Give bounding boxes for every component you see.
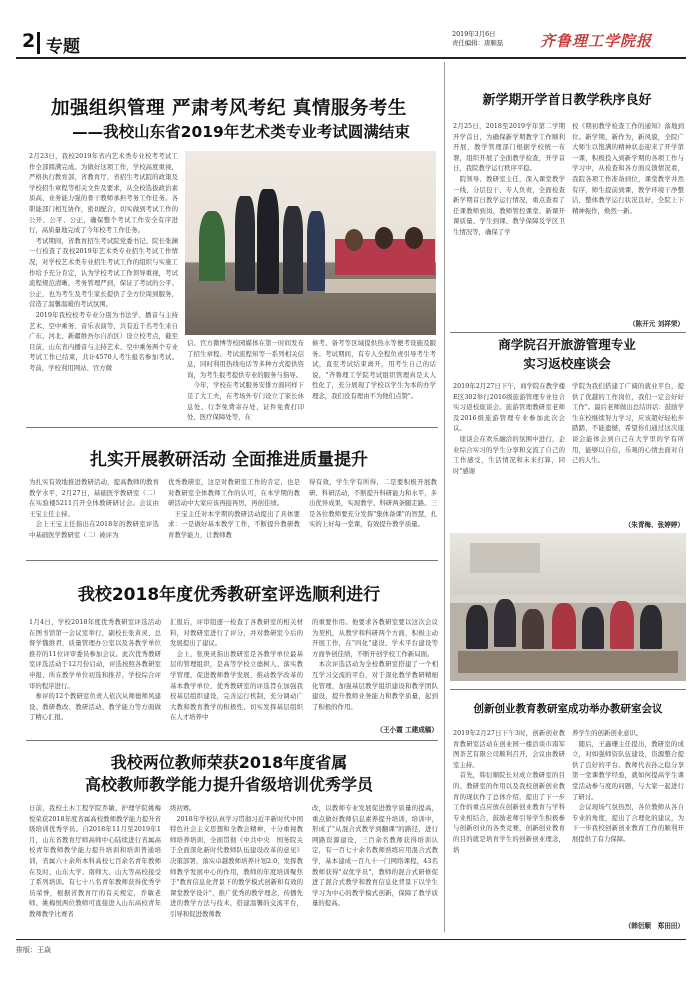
article-body-col1: 2019年2月27日下午，商学院在教学楼E区302举行2016级旅游管理专业往合实习返校座谈会。旅游管理教研室老师及2016级旅游管理专业参加此次会议。 座谈会在欢乐融洽的氛围中进行，企业综合实习的学生分享和交流了自己的工作感受，生活情况和未来打算，同时"感谢 (453, 382, 565, 475)
article-body-col1: 1月4日，学校2018年度优秀教研室评选活动在图书馆第一会议室举行，副校长张黄灵、总督学魏维君，质量管理办公室以及各教学单位推荐的11位评审委员参加会议。此次优秀教研室评选活动于12月份启动，评选按照各教研室申报、所在教学单位初选和推荐、学校综合评审的程序进行。 参评的12个教研室负责人依次从师德师风建设、教研教改、教研活动、教学能力等方面做了精心汇报。 (29, 618, 161, 722)
article-body-col2: 校《期初教学检查工作的通知》落地到位。新学期，新作为，新风貌，全院广大师生以饱满的精神状态迎来了开学第一课，积极投入到新学期的各项工作与学习中，从检查和各方面反馈情况看，我院各项工作准备到位，课堂教学井然有序，师生提前到课，教学环境干净整洁，整体教学运行状况良好，全院上下精神振作，焕然一新。 (572, 122, 684, 215)
article-title: 我校2018年度优秀教研室评选顺利进行 (77, 585, 381, 605)
article-title-line1: 我校两位教师荣获2018年度省属 (110, 753, 348, 772)
editor-credit: 责任编辑：唐顺磊 (452, 39, 504, 47)
section-rule (450, 332, 686, 333)
article-title: 新学期开学首日教学秩序良好 (482, 93, 652, 108)
article-body-col2: 信、官方微博等校园媒体在第一时间发布了招生章程、考试流程知等一系列相关信息，同时利用热线电话等多种方式提供咨询，为考生报考提供专业的服务与指导。 今年，学校在考试服务安排方面同样下足了大工夫，在考场外专门设立了家长休息处、行李免费寄存处、证件免费打印处、医疗保障处等，在 (187, 339, 304, 422)
article-title: 创新创业教育教研室成功举办教研室会议 (473, 703, 663, 715)
article-body-col1: 2月25日，2018至2019学年第二学期开学首日，为确保新学期教学工作顺利开展，教学管理部门根据学校统一布署，组织开展了全面教学检查，开学首日，我院教学运行秩序平稳。 院领导、教研室主任，深入课堂教学一线，分层包干、专人负责，全面检查新学期首日教学运行情况，重点查看了任课教师到岗、教师管控课堂、新课开课质量、学生到课、教学保障及学区卫生情况等，确保了学 (453, 122, 565, 236)
article-body-col2: 学院为我们搭建了广阔的就业平台，提供了优越的工作岗位，我们一定会好好工作"。最后老师做出总结讲话：鼓励学生在校继续努力学习，应该超好轻松步踏踏，不能遗憾，希望你们通过这次座谈会能体会到自己在大学里的学有所用，能够以自信，乐观的心情去面对自己的人生。 (572, 382, 684, 465)
meeting-photo (450, 533, 686, 681)
column-divider (444, 62, 445, 932)
article-body-col3: 的重要作用。他要求各教研室要以这次会议为契机，从教学和科研两个方面，积极主动开展工作，在"四化"建设、学术平台建设等方面争创佳绩，不断开创学校工作新局面。 本次评选活动为全校教研室搭建了一个相互学习交流的平台，对于深化教学教研精细化管理，加强基层教学组织建设和教学团队建设，提升教师业务能力和教学质量，起到了积极的作用。 (312, 618, 438, 711)
article-body-col3: 候考、备考等区域提供热水等便考设施及服务。考试期间，有专人全程负责引导考生考试，直至考试结束离开，用考生自己的话说，"齐鲁理工学院考试组织管理真是太人性化了，充分展现了学校以学生为本的办学理念，我们没有理由不为他们点赞"。 (312, 339, 436, 400)
article-signature: （韩衍顺 郑田田） (624, 922, 684, 930)
exam-photo (185, 151, 436, 335)
article-signature: （朱青梅、张婷婷） (624, 521, 684, 529)
article-body-col2: 汇报后，评审组逐一检查了各教研室的相关材料，对教研室进行了评分，并对教研室今后的发展提出了建议。 会上，张庚灵指出教研室是各教学单位最基层的管理组织，是高等学校立德树人、落实教学管理、促进教师教学发展、推动教学改革的基本教学单位，优秀教研室的评选旨在加强我校基层组织建设，完善运行机制，充分调动广大教和教育教学的积极性、切实发挥基层组织在人才培养中 (170, 618, 303, 722)
issue-date: 2019年3月6日 (452, 30, 496, 38)
header-divider (37, 32, 40, 54)
article-body-col1: 为扎实有效地推进教研活动，提高教师的教育教学水平，2月27日，基础医学教研室（二）在实验楼5211召开全体教研研讨会。会议由王宝主任主持。 会上王宝主任指出在2018年的教研室评选中基础医学教研室（二）被评为 (29, 478, 159, 539)
article-body-col1: 2019年2月27日下午3时，创新创业教育教研室活动在创业园一楼洽谈市南军图茶艺有限公司顺利召开，会议由教研室主持。 首先，韩衍顺院长对成立教研室的目的、教研室的作用以及我校创新创业教育的现状作了总体介绍，提出了下一步工作的重点应放在创新创业教育与学科专业相结合，鼓励老师引导学生积极参与创新创业的各类竞赛，创新创业教育的目的就是培育学生的创新创业理念，培 (453, 729, 565, 854)
article-body-col2: 养学生的创新创业意识。 随后，王鑫珊主任提出，教研室的成立，对如强师资队伍建设，资源整合提供了良好的平台。教师代表孙之稳分享第一堂课教学经验，就如何提高学生课堂活动参与度的问题，与大家一起进行了研讨。 会议现场气氛热烈，各位教师从各自专业的角度，提出了合理化的建议，为下一步我校创新创业教育工作的顺利开展提供了有力保障。 (572, 729, 684, 843)
article-title: 加强组织管理 严肃考风考纪 真情服务考生 (51, 98, 407, 119)
section-title: 专题 (46, 37, 80, 57)
section-rule (26, 427, 438, 428)
header-meta (452, 30, 536, 48)
header-rule (16, 57, 686, 59)
article-body-col3: 改，以教师专业发展促进教学质量的提高，重点做好教师信息素养提升培训，培训中，形成了"从混合式教学到翻课"的路径，进行网路资源建设，三百余名教师获得培训认定，有一百七十余名教师熟练应用混合式教学，基本建成一百九十一门网络课程，43名教师获得"双优学员"，教师的混合式研修促进了混合式教学和教育信息化背景下以学生学习为中心的教学模式创新，保障了教学质量的提高。 (312, 804, 438, 908)
layout-editor-credit: 排版：王焱 (16, 946, 51, 954)
section-rule (26, 560, 438, 561)
section-rule (26, 740, 438, 741)
article-body-col2: 优秀教研室，这是对教研室工作的肯定，也是对教研室全体教师工作的认可，在本学期的教研活动中大家应该再接再厉，再创佳绩。 王宝主任对本学期的教研活动提出了具体要求：一是做好基本教学工作，不断提升教研教育教学能力，让教师教 (168, 478, 300, 539)
newspaper-masthead: 齐鲁理工学院报 (540, 32, 653, 50)
article-body-col1: 日前，我校土木工程学院乔敏、护理学院姚梅悦荣获2018年度省属高校教师教学能力提升省级培训优秀学员。自2018年11月至2019年1月，山东省教育厅师高师中心陆续进行省属高校青年教师教学能力提升培训和培训普通培训，省属六十余所本科高校七百余名青年教师在及时、山东大学、南师大、山大等高校接受了系列培训。有七十八名青年教师获得优秀学员荣誉，根据省教育厅的有关规定，乔敏老师、姚梅悦两位教师可直接进入山东高校青年教师教学比赛省 (29, 804, 161, 918)
article-title-line1: 商学院召开旅游管理专业 (498, 337, 636, 352)
article-signature: （陈开元 刘祥荣） (628, 320, 684, 328)
section-rule (450, 689, 686, 690)
article-signature: （王小霞 工建成稿） (376, 726, 438, 734)
article-title-line2: 实习返校座谈会 (523, 356, 611, 371)
article-body-col3: 得有效，学生学有所得，二是要积极开展教研、科研活动，不断提升科研能力和水平，多出优异成果，实现教学、科研两条腿走路。三是各位教师要充分发挥"集体备课"的智慧，扎实的上好每一堂课，有效提升教学质量。 (309, 478, 437, 529)
article-body-col2: 级初赛。 2018年学校认真学习贯彻习近平新时代中国特色社会主义思想和全教会精神，十分重视教师培养培训，全面贯彻《中共中央 国务院关于全面深化新时代教师队伍建设改革的意见》决策部署，落实卓越教师培养计划2.0，发挥教师教学发展中心的作用，教师的年度培训聚焦于"教育信息化背景下的教学模式创新和有效的课堂教学设计"，推广优秀的教学理念，传播先进的教学方法与技术，搭建温馨的交流平台，引导和促进教师教 (170, 804, 303, 918)
article-title-line2: 高校教师教学能力提升省级培训优秀学员 (84, 775, 373, 794)
article-body-col1: 2月23日，我校2019年省内艺术类专业校考考试工作全部圆满完成。为做好这项工作，学校高度重视，严格执行教育部、省教育厅、省招生考试院的政策及学校招生章程等相关文件及要求，从全校选拔政治素质高、业务能力强的骨干教师承担考务工作任务。各职能部门相互协作，密切配合，切实做到考试工作的公开、公平、公正，确保整个考试工作安全有序进行，高质量地完成了今年校考工作任务。 考试期间，省教育招生考试院党委书记、院长张澜一行检查了我校2019年艺术类专业招生考试工作情况，对学校艺术类专业招生考试工作的组织与实施工作给予充分肯定，认为学校考试工作领导重视，考试流程规范清晰，考务管理严到，保证了考试的公平、公正，也为考生及考生家长提供了全方位周到服务，营造了温馨温暖的考试氛围。 2019年我校校考专业分别为书法学、播音与主持艺术、空中乘务、音乐表演等，共有近千名考生来自广东、河北、新疆维吾尔自治区）设立校考点，截至目前，山东省内播音与主持艺术、空中乘务两个专业考试工作已结束，共计4570人考生报名参加考试。考前，学校利用网站、官方微 (29, 152, 178, 372)
page-number: 2 (22, 30, 36, 52)
footer-rule (16, 939, 686, 940)
article-title: 扎实开展教研活动 全面推进质量提升 (90, 450, 368, 470)
article-subtitle: ——我校山东省2019年艺术类专业考试圆满结束 (72, 123, 410, 141)
